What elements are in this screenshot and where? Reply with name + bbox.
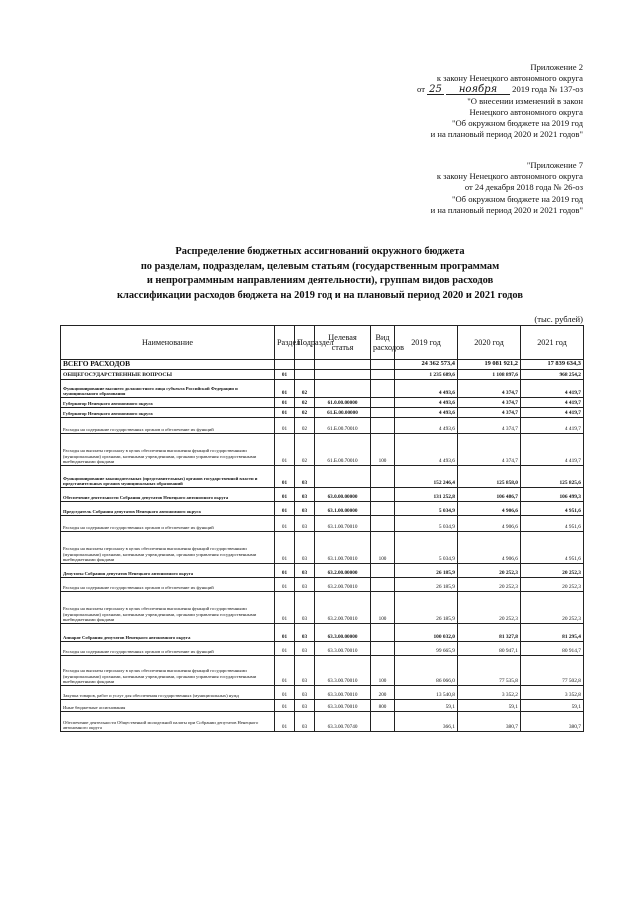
row-name: Аппарат Собрания депутатов Ненецкого автономного округа bbox=[61, 624, 275, 642]
header1-line4: "О внесении изменений в закон bbox=[467, 95, 583, 106]
row-target: 63.3.00.70010 bbox=[315, 686, 371, 700]
row-target: 63.3.00.70010 bbox=[315, 642, 371, 656]
row-razdel: 01 bbox=[275, 656, 295, 686]
row-name: Закупка товаров, работ и услуг для обеспечения государственных (муниципальных) нужд bbox=[61, 686, 275, 700]
row-2021: 20 252,3 bbox=[521, 592, 584, 624]
header1-line5: Ненецкого автономного округа bbox=[469, 106, 583, 117]
table-row bbox=[61, 712, 584, 732]
row-vid: 100 bbox=[371, 532, 395, 564]
row-name: Расходы на содержание государственных органов и обеспечение их функций bbox=[61, 642, 275, 656]
row-vid: 800 bbox=[371, 700, 395, 712]
table-body bbox=[61, 360, 584, 732]
row-razdel: 01 bbox=[275, 624, 295, 642]
row-2019: 1 235 689,6 bbox=[395, 370, 458, 380]
row-2019: 4 493,6 bbox=[395, 418, 458, 434]
row-podrazdel: 03 bbox=[295, 466, 315, 488]
row-2020: 125 858,0 bbox=[458, 466, 521, 488]
row-razdel: 01 bbox=[275, 516, 295, 532]
table-row bbox=[61, 488, 584, 502]
appendix-7-header bbox=[431, 160, 583, 216]
row-2021: 4 419,7 bbox=[521, 434, 584, 466]
row-2021: 4 419,7 bbox=[521, 418, 584, 434]
row-vid: 100 bbox=[371, 656, 395, 686]
col-header-2020: 2020 год bbox=[458, 326, 521, 360]
row-target: 63.3.00.00000 bbox=[315, 624, 371, 642]
row-2021: 4 419,7 bbox=[521, 408, 584, 418]
row-podrazdel: 03 bbox=[295, 532, 315, 564]
table-row bbox=[61, 686, 584, 700]
row-2020: 4 374,7 bbox=[458, 380, 521, 398]
handwritten-day: 25 bbox=[429, 84, 442, 96]
row-2020: 1 108 897,6 bbox=[458, 370, 521, 380]
row-2020: 77 535,8 bbox=[458, 656, 521, 686]
row-name: Расходы на выплаты персоналу в целях обеспечения выполнения функций государственными (муниципальными) органами, казенными учреждениями, органами управления государственными внебюджетными фондами bbox=[61, 532, 275, 564]
row-name: Расходы на содержание государственных органов и обеспечение их функций bbox=[61, 516, 275, 532]
table-row bbox=[61, 578, 584, 592]
header1-from: от bbox=[417, 84, 425, 95]
row-target bbox=[315, 466, 371, 488]
row-razdel: 01 bbox=[275, 592, 295, 624]
table-row bbox=[61, 700, 584, 712]
col-header-vid: Вид расходов bbox=[371, 326, 395, 360]
row-2021: 4 419,7 bbox=[521, 398, 584, 408]
row-name: Обеспечение деятельности Общественной молодежной палаты при Собрании депутатов Ненецкого автономного округа bbox=[61, 712, 275, 732]
row-target: 61.Б.00.00000 bbox=[315, 408, 371, 418]
row-2021: 17 839 634,3 bbox=[521, 360, 584, 370]
row-vid bbox=[371, 712, 395, 732]
table-row bbox=[61, 656, 584, 686]
row-podrazdel: 03 bbox=[295, 516, 315, 532]
row-2020: 4 374,7 bbox=[458, 434, 521, 466]
col-header-2021: 2021 год bbox=[521, 326, 584, 360]
table-row bbox=[61, 564, 584, 578]
row-2020: 4 374,7 bbox=[458, 398, 521, 408]
row-name: Губернатор Ненецкого автономного округа bbox=[61, 398, 275, 408]
row-name: Расходы на выплаты персоналу в целях обеспечения выполнения функций государственными (муниципальными) органами, казенными учреждениями, органами управления государственными внебюджетными фондами bbox=[61, 656, 275, 686]
title-line2: по разделам, подразделам, целевым статьям (государственным программам bbox=[140, 260, 500, 272]
row-2021: 20 252,3 bbox=[521, 578, 584, 592]
row-2020: 81 327,8 bbox=[458, 624, 521, 642]
row-2020: 4 906,6 bbox=[458, 532, 521, 564]
row-name: Функционирование законодательных (представительных) органов государственной власти и представительных органов муниципальных образований bbox=[61, 466, 275, 488]
row-vid: 200 bbox=[371, 686, 395, 700]
row-2021: 20 252,3 bbox=[521, 564, 584, 578]
row-2020: 20 252,3 bbox=[458, 578, 521, 592]
row-2019: 5 034,9 bbox=[395, 532, 458, 564]
row-vid bbox=[371, 488, 395, 502]
table-row bbox=[61, 502, 584, 516]
row-2020: 4 374,7 bbox=[458, 418, 521, 434]
row-vid bbox=[371, 408, 395, 418]
row-target: 63.1.00.00000 bbox=[315, 502, 371, 516]
row-2020: 380,7 bbox=[458, 712, 521, 732]
row-target: 61.Б.00.70010 bbox=[315, 434, 371, 466]
table-row bbox=[61, 370, 584, 380]
row-vid bbox=[371, 418, 395, 434]
row-name: Расходы на содержание государственных органов и обеспечение их функций bbox=[61, 418, 275, 434]
row-target: 63.3.00.70010 bbox=[315, 656, 371, 686]
row-razdel: 01 bbox=[275, 466, 295, 488]
col-header-razdel: Раздел bbox=[275, 326, 295, 360]
row-razdel: 01 bbox=[275, 408, 295, 418]
row-target: 63.1.00.70010 bbox=[315, 516, 371, 532]
row-podrazdel: 02 bbox=[295, 380, 315, 398]
row-podrazdel: 03 bbox=[295, 502, 315, 516]
row-razdel: 01 bbox=[275, 700, 295, 712]
row-vid bbox=[371, 370, 395, 380]
row-2021: 106 499,3 bbox=[521, 488, 584, 502]
row-podrazdel: 03 bbox=[295, 712, 315, 732]
header1-line3 bbox=[417, 84, 583, 95]
row-razdel: 01 bbox=[275, 370, 295, 380]
row-2019: 4 493,6 bbox=[395, 434, 458, 466]
row-2019: 366,1 bbox=[395, 712, 458, 732]
row-name: Губернатор Ненецкого автономного округа bbox=[61, 408, 275, 418]
row-target: 63.3.00.70740 bbox=[315, 712, 371, 732]
row-target: 63.3.00.70010 bbox=[315, 700, 371, 712]
col-header-name: Наименование bbox=[61, 326, 275, 360]
row-2021: 80 914,7 bbox=[521, 642, 584, 656]
header2-line4: "Об окружном бюджете на 2019 год bbox=[451, 193, 583, 204]
row-2019: 26 185,9 bbox=[395, 564, 458, 578]
title-line4: классификации расходов бюджета на 2019 год и на плановый период 2020 и 2021 годов bbox=[117, 289, 523, 301]
row-razdel: 01 bbox=[275, 578, 295, 592]
row-vid bbox=[371, 624, 395, 642]
appendix-2-header bbox=[417, 62, 583, 140]
table-row bbox=[61, 466, 584, 488]
table-row bbox=[61, 360, 584, 370]
row-2019: 26 185,9 bbox=[395, 592, 458, 624]
col-header-2019: 2019 год bbox=[395, 326, 458, 360]
row-2020: 80 947,1 bbox=[458, 642, 521, 656]
row-razdel: 01 bbox=[275, 398, 295, 408]
row-podrazdel: 03 bbox=[295, 656, 315, 686]
row-2019: 59,1 bbox=[395, 700, 458, 712]
row-vid bbox=[371, 564, 395, 578]
row-podrazdel: 03 bbox=[295, 488, 315, 502]
row-2019: 86 066,0 bbox=[395, 656, 458, 686]
row-2019: 13 540,8 bbox=[395, 686, 458, 700]
row-2019: 131 252,8 bbox=[395, 488, 458, 502]
handwritten-month: ноября bbox=[446, 85, 510, 95]
row-2021: 4 951,6 bbox=[521, 516, 584, 532]
row-razdel: 01 bbox=[275, 380, 295, 398]
row-podrazdel: 02 bbox=[295, 408, 315, 418]
row-podrazdel: 03 bbox=[295, 642, 315, 656]
row-target: 63.2.00.70010 bbox=[315, 578, 371, 592]
row-podrazdel: 02 bbox=[295, 418, 315, 434]
row-vid bbox=[371, 578, 395, 592]
row-podrazdel: 03 bbox=[295, 578, 315, 592]
table-row bbox=[61, 642, 584, 656]
row-target: 61.0.00.00000 bbox=[315, 398, 371, 408]
table-row bbox=[61, 624, 584, 642]
row-podrazdel: 03 bbox=[295, 564, 315, 578]
table-row bbox=[61, 516, 584, 532]
table-row bbox=[61, 408, 584, 418]
row-name: Функционирование высшего должностного лица субъекта Российской Федерации и муниципального образования bbox=[61, 380, 275, 398]
row-vid bbox=[371, 360, 395, 370]
row-2020: 106 486,7 bbox=[458, 488, 521, 502]
row-target: 63.0.00.00000 bbox=[315, 488, 371, 502]
row-target: 61.Б.00.70010 bbox=[315, 418, 371, 434]
row-vid bbox=[371, 502, 395, 516]
table-row bbox=[61, 380, 584, 398]
row-2019: 5 034,9 bbox=[395, 516, 458, 532]
row-target: 63.1.00.70010 bbox=[315, 532, 371, 564]
row-2019: 26 185,9 bbox=[395, 578, 458, 592]
row-2019: 4 493,6 bbox=[395, 398, 458, 408]
row-vid bbox=[371, 642, 395, 656]
table-header-row bbox=[61, 326, 584, 360]
row-name: ОБЩЕГОСУДАРСТВЕННЫЕ ВОПРОСЫ bbox=[61, 370, 275, 380]
table-row bbox=[61, 532, 584, 564]
row-2019: 152 246,4 bbox=[395, 466, 458, 488]
row-name: Председатель Собрания депутатов Ненецкого автономного округа bbox=[61, 502, 275, 516]
row-razdel: 01 bbox=[275, 418, 295, 434]
header1-year-number: 2019 года № 137-оз bbox=[512, 84, 583, 95]
row-razdel: 01 bbox=[275, 686, 295, 700]
row-podrazdel: 02 bbox=[295, 434, 315, 466]
header2-line3: от 24 декабря 2018 года № 26-оз bbox=[464, 182, 583, 193]
row-vid bbox=[371, 380, 395, 398]
title-line1: Распределение бюджетных ассигнований окружного бюджета bbox=[175, 246, 465, 257]
unit-note: (тыс. рублей) bbox=[534, 314, 583, 324]
header2-line1: "Приложение 7 bbox=[526, 160, 583, 170]
row-2019: 5 034,9 bbox=[395, 502, 458, 516]
table-row bbox=[61, 418, 584, 434]
row-2021: 968 254,2 bbox=[521, 370, 584, 380]
row-2019: 99 665,9 bbox=[395, 642, 458, 656]
row-2020: 4 906,6 bbox=[458, 502, 521, 516]
row-2021: 77 502,8 bbox=[521, 656, 584, 686]
header2-line2: к закону Ненецкого автономного округа bbox=[436, 171, 583, 182]
row-2021: 125 825,6 bbox=[521, 466, 584, 488]
row-target bbox=[315, 360, 371, 370]
row-2021: 3 352,8 bbox=[521, 686, 584, 700]
header1-line1: Приложение 2 bbox=[530, 62, 583, 72]
title-line3: и непрограммным направлениям деятельности), группам видов расходов bbox=[146, 275, 494, 287]
row-podrazdel bbox=[295, 360, 315, 370]
row-vid: 100 bbox=[371, 592, 395, 624]
row-target bbox=[315, 370, 371, 380]
header2-line5: и на плановый период 2020 и 2021 годов" bbox=[430, 204, 583, 215]
row-2019: 4 493,6 bbox=[395, 408, 458, 418]
row-2021: 59,1 bbox=[521, 700, 584, 712]
row-podrazdel: 03 bbox=[295, 624, 315, 642]
row-podrazdel: 02 bbox=[295, 398, 315, 408]
row-name: Иные бюджетные ассигнования bbox=[61, 700, 275, 712]
row-vid: 100 bbox=[371, 434, 395, 466]
row-name: Расходы на выплаты персоналу в целях обеспечения выполнения функций государственными (муниципальными) органами, казенными учреждениями, органами управления государственными внебюджетными фондами bbox=[61, 592, 275, 624]
row-name: Депутаты Собрания депутатов Ненецкого автономного округа bbox=[61, 564, 275, 578]
row-2020: 20 252,3 bbox=[458, 564, 521, 578]
row-target: 63.2.00.70010 bbox=[315, 592, 371, 624]
row-name: Расходы на содержание государственных органов и обеспечение их функций bbox=[61, 578, 275, 592]
row-razdel: 01 bbox=[275, 488, 295, 502]
header1-line2: к закону Ненецкого автономного округа bbox=[436, 73, 583, 84]
row-target bbox=[315, 380, 371, 398]
row-vid bbox=[371, 516, 395, 532]
row-name: ВСЕГО РАСХОДОВ bbox=[61, 360, 275, 370]
row-target: 63.2.00.00000 bbox=[315, 564, 371, 578]
row-razdel: 01 bbox=[275, 532, 295, 564]
row-2021: 380,7 bbox=[521, 712, 584, 732]
row-name: Обеспечение деятельности Собрания депутатов Ненецкого автономного округа bbox=[61, 488, 275, 502]
row-2020: 19 081 921,2 bbox=[458, 360, 521, 370]
budget-table bbox=[60, 325, 584, 732]
row-podrazdel: 03 bbox=[295, 700, 315, 712]
row-podrazdel: 03 bbox=[295, 686, 315, 700]
row-vid bbox=[371, 466, 395, 488]
row-2021: 4 419,7 bbox=[521, 380, 584, 398]
row-razdel bbox=[275, 360, 295, 370]
row-name: Расходы на выплаты персоналу в целях обеспечения выполнения функций государственными (муниципальными) органами, казенными учреждениями, органами управления государственными внебюджетными фондами bbox=[61, 434, 275, 466]
row-2020: 59,1 bbox=[458, 700, 521, 712]
table-row bbox=[61, 398, 584, 408]
row-2020: 4 374,7 bbox=[458, 408, 521, 418]
row-2020: 3 352,2 bbox=[458, 686, 521, 700]
document-title bbox=[70, 245, 570, 303]
row-razdel: 01 bbox=[275, 434, 295, 466]
row-2019: 24 362 573,4 bbox=[395, 360, 458, 370]
table-row bbox=[61, 592, 584, 624]
table-row bbox=[61, 434, 584, 466]
row-2020: 20 252,3 bbox=[458, 592, 521, 624]
row-razdel: 01 bbox=[275, 564, 295, 578]
row-razdel: 01 bbox=[275, 712, 295, 732]
row-vid bbox=[371, 398, 395, 408]
row-2019: 100 032,0 bbox=[395, 624, 458, 642]
row-podrazdel: 03 bbox=[295, 592, 315, 624]
header1-line7: и на плановый период 2020 и 2021 годов" bbox=[430, 129, 583, 140]
row-2019: 4 493,6 bbox=[395, 380, 458, 398]
row-2020: 4 906,6 bbox=[458, 516, 521, 532]
header1-line6: "Об окружном бюджете на 2019 год bbox=[451, 118, 583, 129]
col-header-target: Целевая статья bbox=[315, 326, 371, 360]
col-header-podrazdel: Подраздел bbox=[295, 326, 315, 360]
row-2021: 81 295,4 bbox=[521, 624, 584, 642]
row-2021: 4 951,6 bbox=[521, 532, 584, 564]
row-razdel: 01 bbox=[275, 502, 295, 516]
row-podrazdel bbox=[295, 370, 315, 380]
row-razdel: 01 bbox=[275, 642, 295, 656]
row-2021: 4 951,6 bbox=[521, 502, 584, 516]
